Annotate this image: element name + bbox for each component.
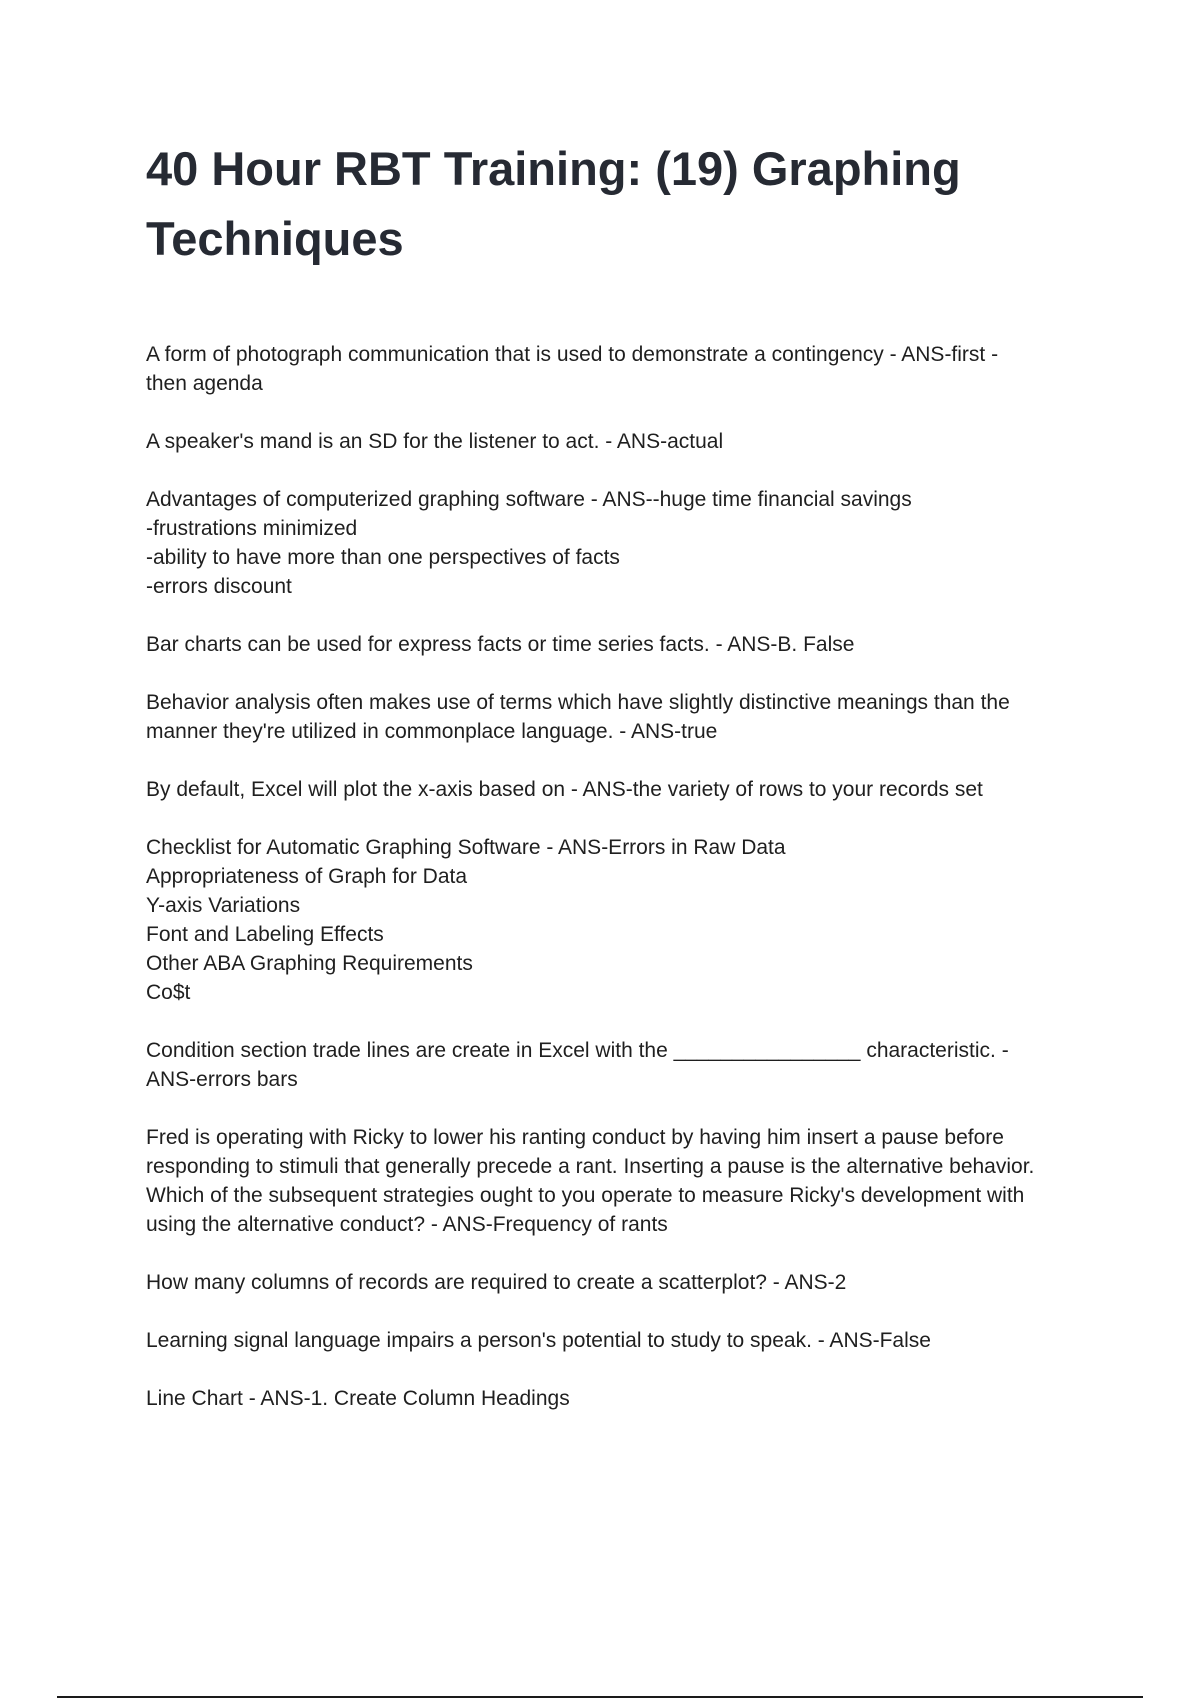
document-title: 40 Hour RBT Training: (19) Graphing Techniques — [146, 142, 961, 265]
qa-item-12: Line Chart - ANS-1. Create Column Headings — [146, 1387, 570, 1410]
qa-item-7: Checklist for Automatic Graphing Software - ANS-Errors in Raw Data Appropriateness of Graph for Data Y-axis Variations Font and Labeling Effects Other ABA Graphing Requirements Co$t — [146, 836, 786, 1004]
qa-item-3: Advantages of computerized graphing software - ANS--huge time financial savings -frustrations minimized -ability to have more than one perspectives of facts -errors discount — [146, 488, 912, 598]
qa-item-2: A speaker's mand is an SD for the listener to act. - ANS-actual — [146, 430, 724, 453]
qa-item-9: Fred is operating with Ricky to lower his ranting conduct by having him insert a pause before responding to stimuli that generally precede a rant. Inserting a pause is the alternative behavior. Which of the subsequent strategies ought to you operate to measure Ricky's development with using the alternative conduct? - ANS-Frequency of rants — [146, 1126, 1035, 1236]
qa-item-10: How many columns of records are required to create a scatterplot? - ANS-2 — [146, 1271, 847, 1294]
qa-item-1: A form of photograph communication that is used to demonstrate a contingency - ANS-first - then agenda — [146, 343, 999, 395]
qa-item-11: Learning signal language impairs a person's potential to study to speak. - ANS-False — [146, 1329, 931, 1352]
qa-item-6: By default, Excel will plot the x-axis based on - ANS-the variety of rows to your records set — [146, 778, 983, 801]
qa-item-8: Condition section trade lines are create in Excel with the ________________ characteristic. - ANS-errors bars — [146, 1039, 1009, 1091]
qa-list — [146, 340, 1096, 1442]
footer-divider — [57, 1696, 1143, 1698]
qa-item-4: Bar charts can be used for express facts or time series facts. - ANS-B. False — [146, 633, 855, 656]
qa-item-5: Behavior analysis often makes use of terms which have slightly distinctive meanings than the manner they're utilized in commonplace language. - ANS-true — [146, 691, 1010, 743]
